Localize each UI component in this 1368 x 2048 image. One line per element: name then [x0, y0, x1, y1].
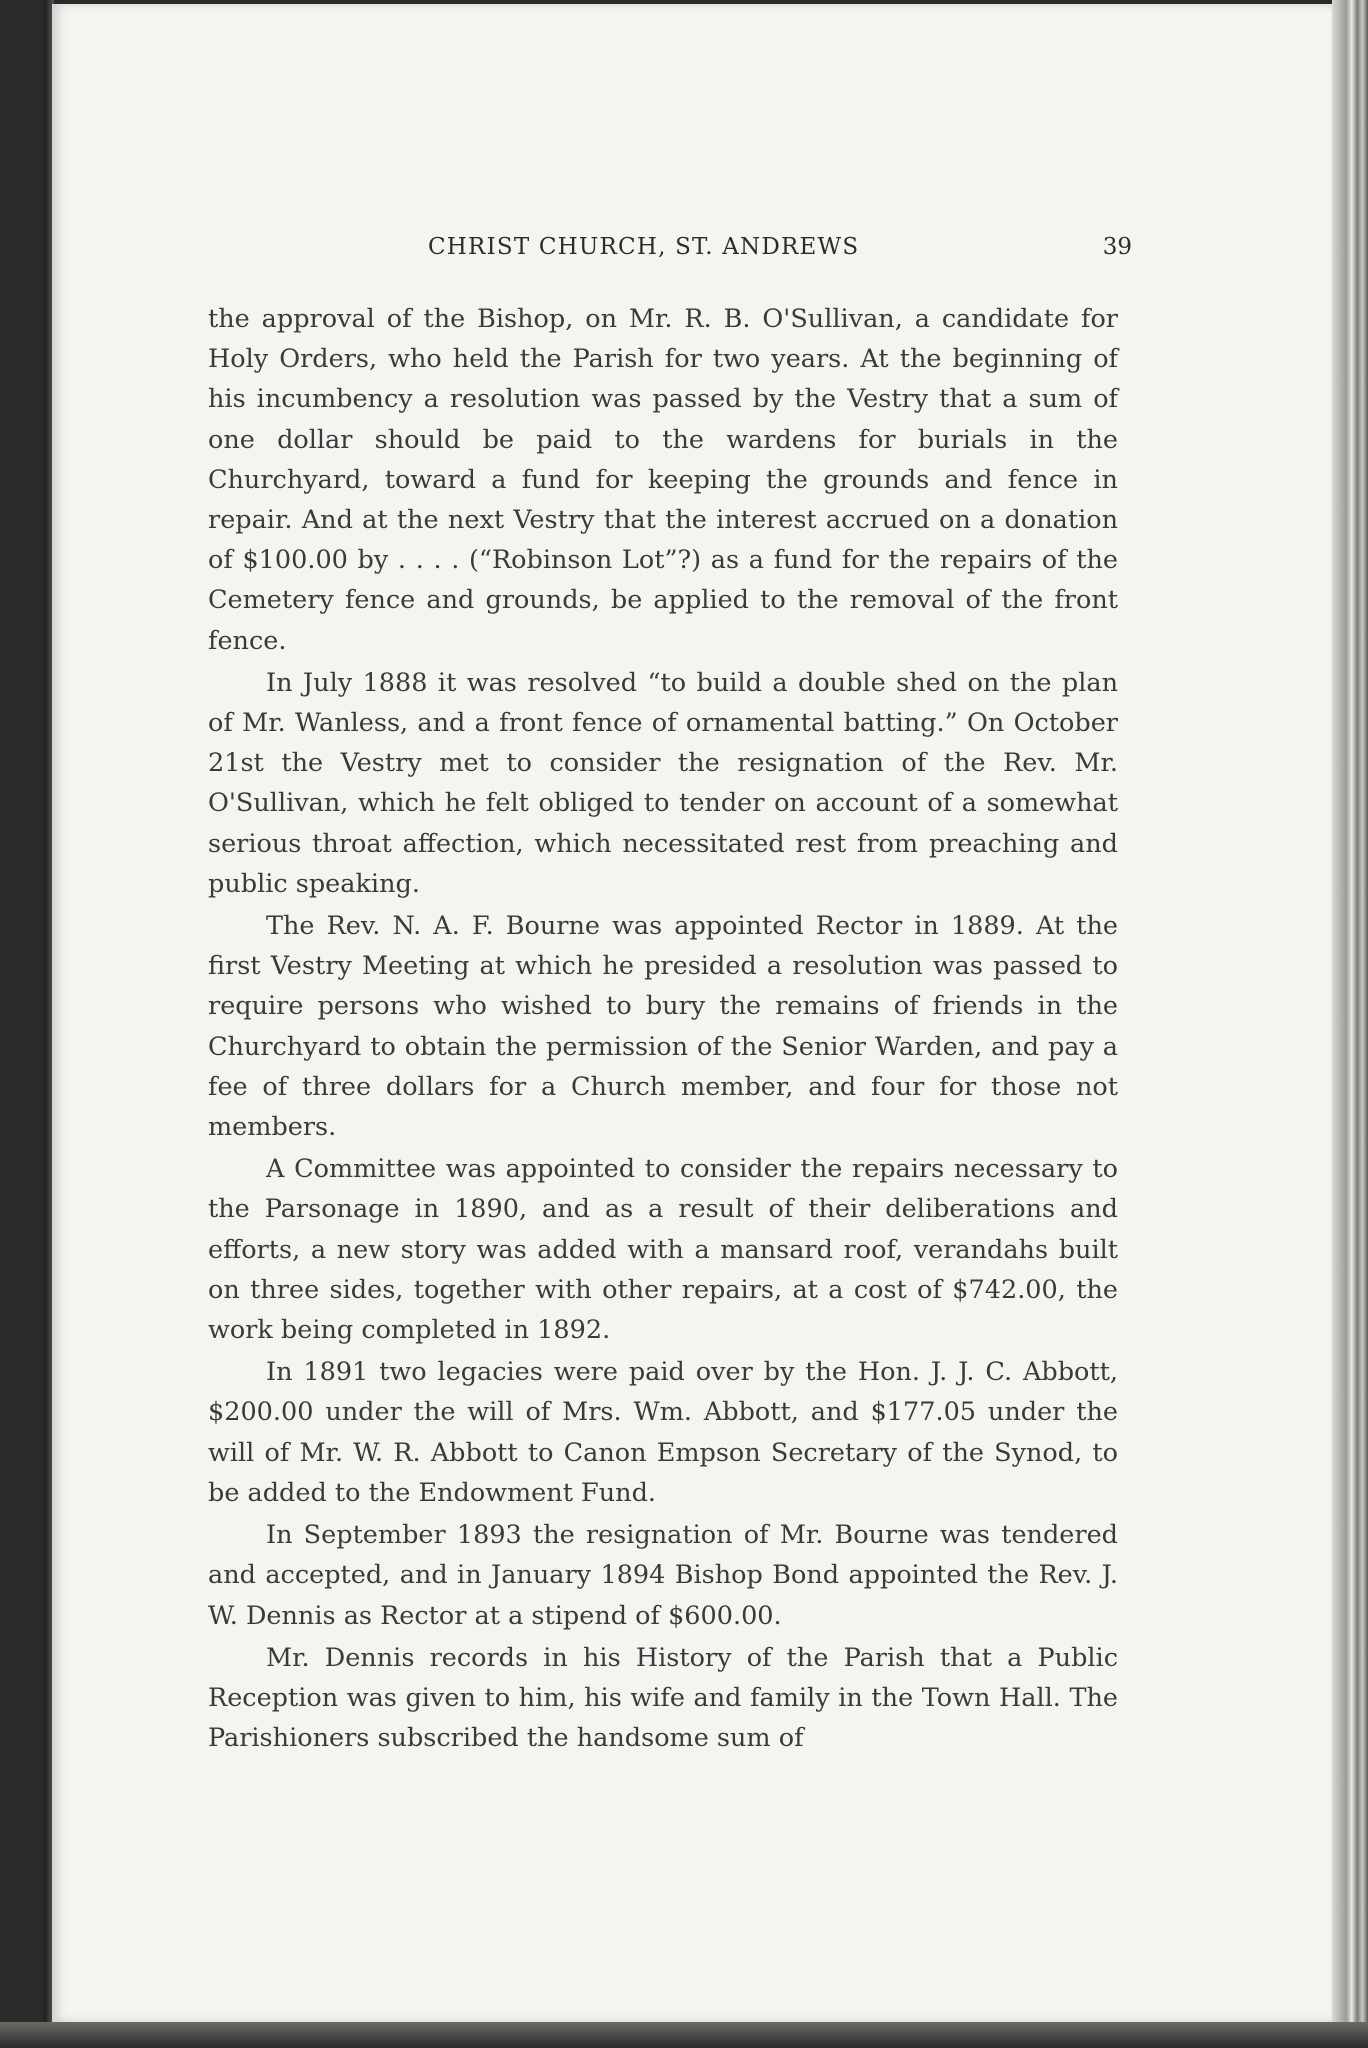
scan-bottom-edge — [0, 2022, 1368, 2048]
running-header — [428, 234, 1132, 274]
paragraph: In September 1893 the resignation of Mr. Bourne was tendered and accepted, and in January 1894 Bishop Bond appointed the Rev. J. W. Dennis as Rector at a stipend of $600.00. — [208, 1520, 1118, 1631]
page-body — [208, 299, 1118, 1760]
paragraph: The Rev. N. A. F. Bourne was appointed Rector in 1889. At the first Vestry Meeting at which he presided a resolution was passed to require persons who wished to bury the remains of friends in the Churchyard to obtain the permission of the Senior Warden, and pay a fee of three dollars for a Church member, and four for those not members. — [208, 911, 1118, 1143]
page-stack-edge — [1332, 0, 1368, 2048]
paragraph: In 1891 two legacies were paid over by the Hon. J. J. C. Abbott, $200.00 under the will of Mrs. Wm. Abbott, and $177.05 under the will of Mr. W. R. Abbott to Canon Empson Secretary of the Synod, to be added to the Endowment Fund. — [208, 1357, 1118, 1508]
running-title: CHRIST CHURCH, ST. ANDREWS — [428, 234, 860, 260]
page-number: 39 — [1102, 234, 1132, 260]
paragraph-continued: the approval of the Bishop, on Mr. R. B. O'Sullivan, a candidate for Holy Orders, who held the Parish for two years. At the beginning of his incumbency a resolution was passed by the Vestry that a sum of one dollar should be paid to the wardens for burials in the Churchyard, toward a fund for keeping the grounds and fence in repair. And at the next Vestry that the interest accrued on a donation of $100.00 by . . . . (“Robinson Lot”?) as a fund for the repairs of the Cemetery fence and grounds, be applied to the removal of the front fence. — [208, 304, 1118, 656]
paragraph: In July 1888 it was resolved “to build a double shed on the plan of Mr. Wanless, and a front fence of ornamental batting.” On October 21st the Vestry met to consider the resignation of the Rev. Mr. O'Sullivan, which he felt obliged to tender on account of a somewhat serious throat affection, which necessitated rest from preaching and public speaking. — [208, 667, 1118, 899]
paragraph: Mr. Dennis records in his History of the Parish that a Public Reception was given to him, his wife and family in the Town Hall. The Parishioners subscribed the handsome sum of — [208, 1642, 1118, 1754]
paragraph: A Committee was appointed to consider the repairs necessary to the Parsonage in 1890, and as a result of their deliberations and efforts, a new story was added with a mansard roof, verandahs built on three sides, together with other repairs, at a cost of $742.00, the work being completed in 1892. — [208, 1154, 1118, 1346]
